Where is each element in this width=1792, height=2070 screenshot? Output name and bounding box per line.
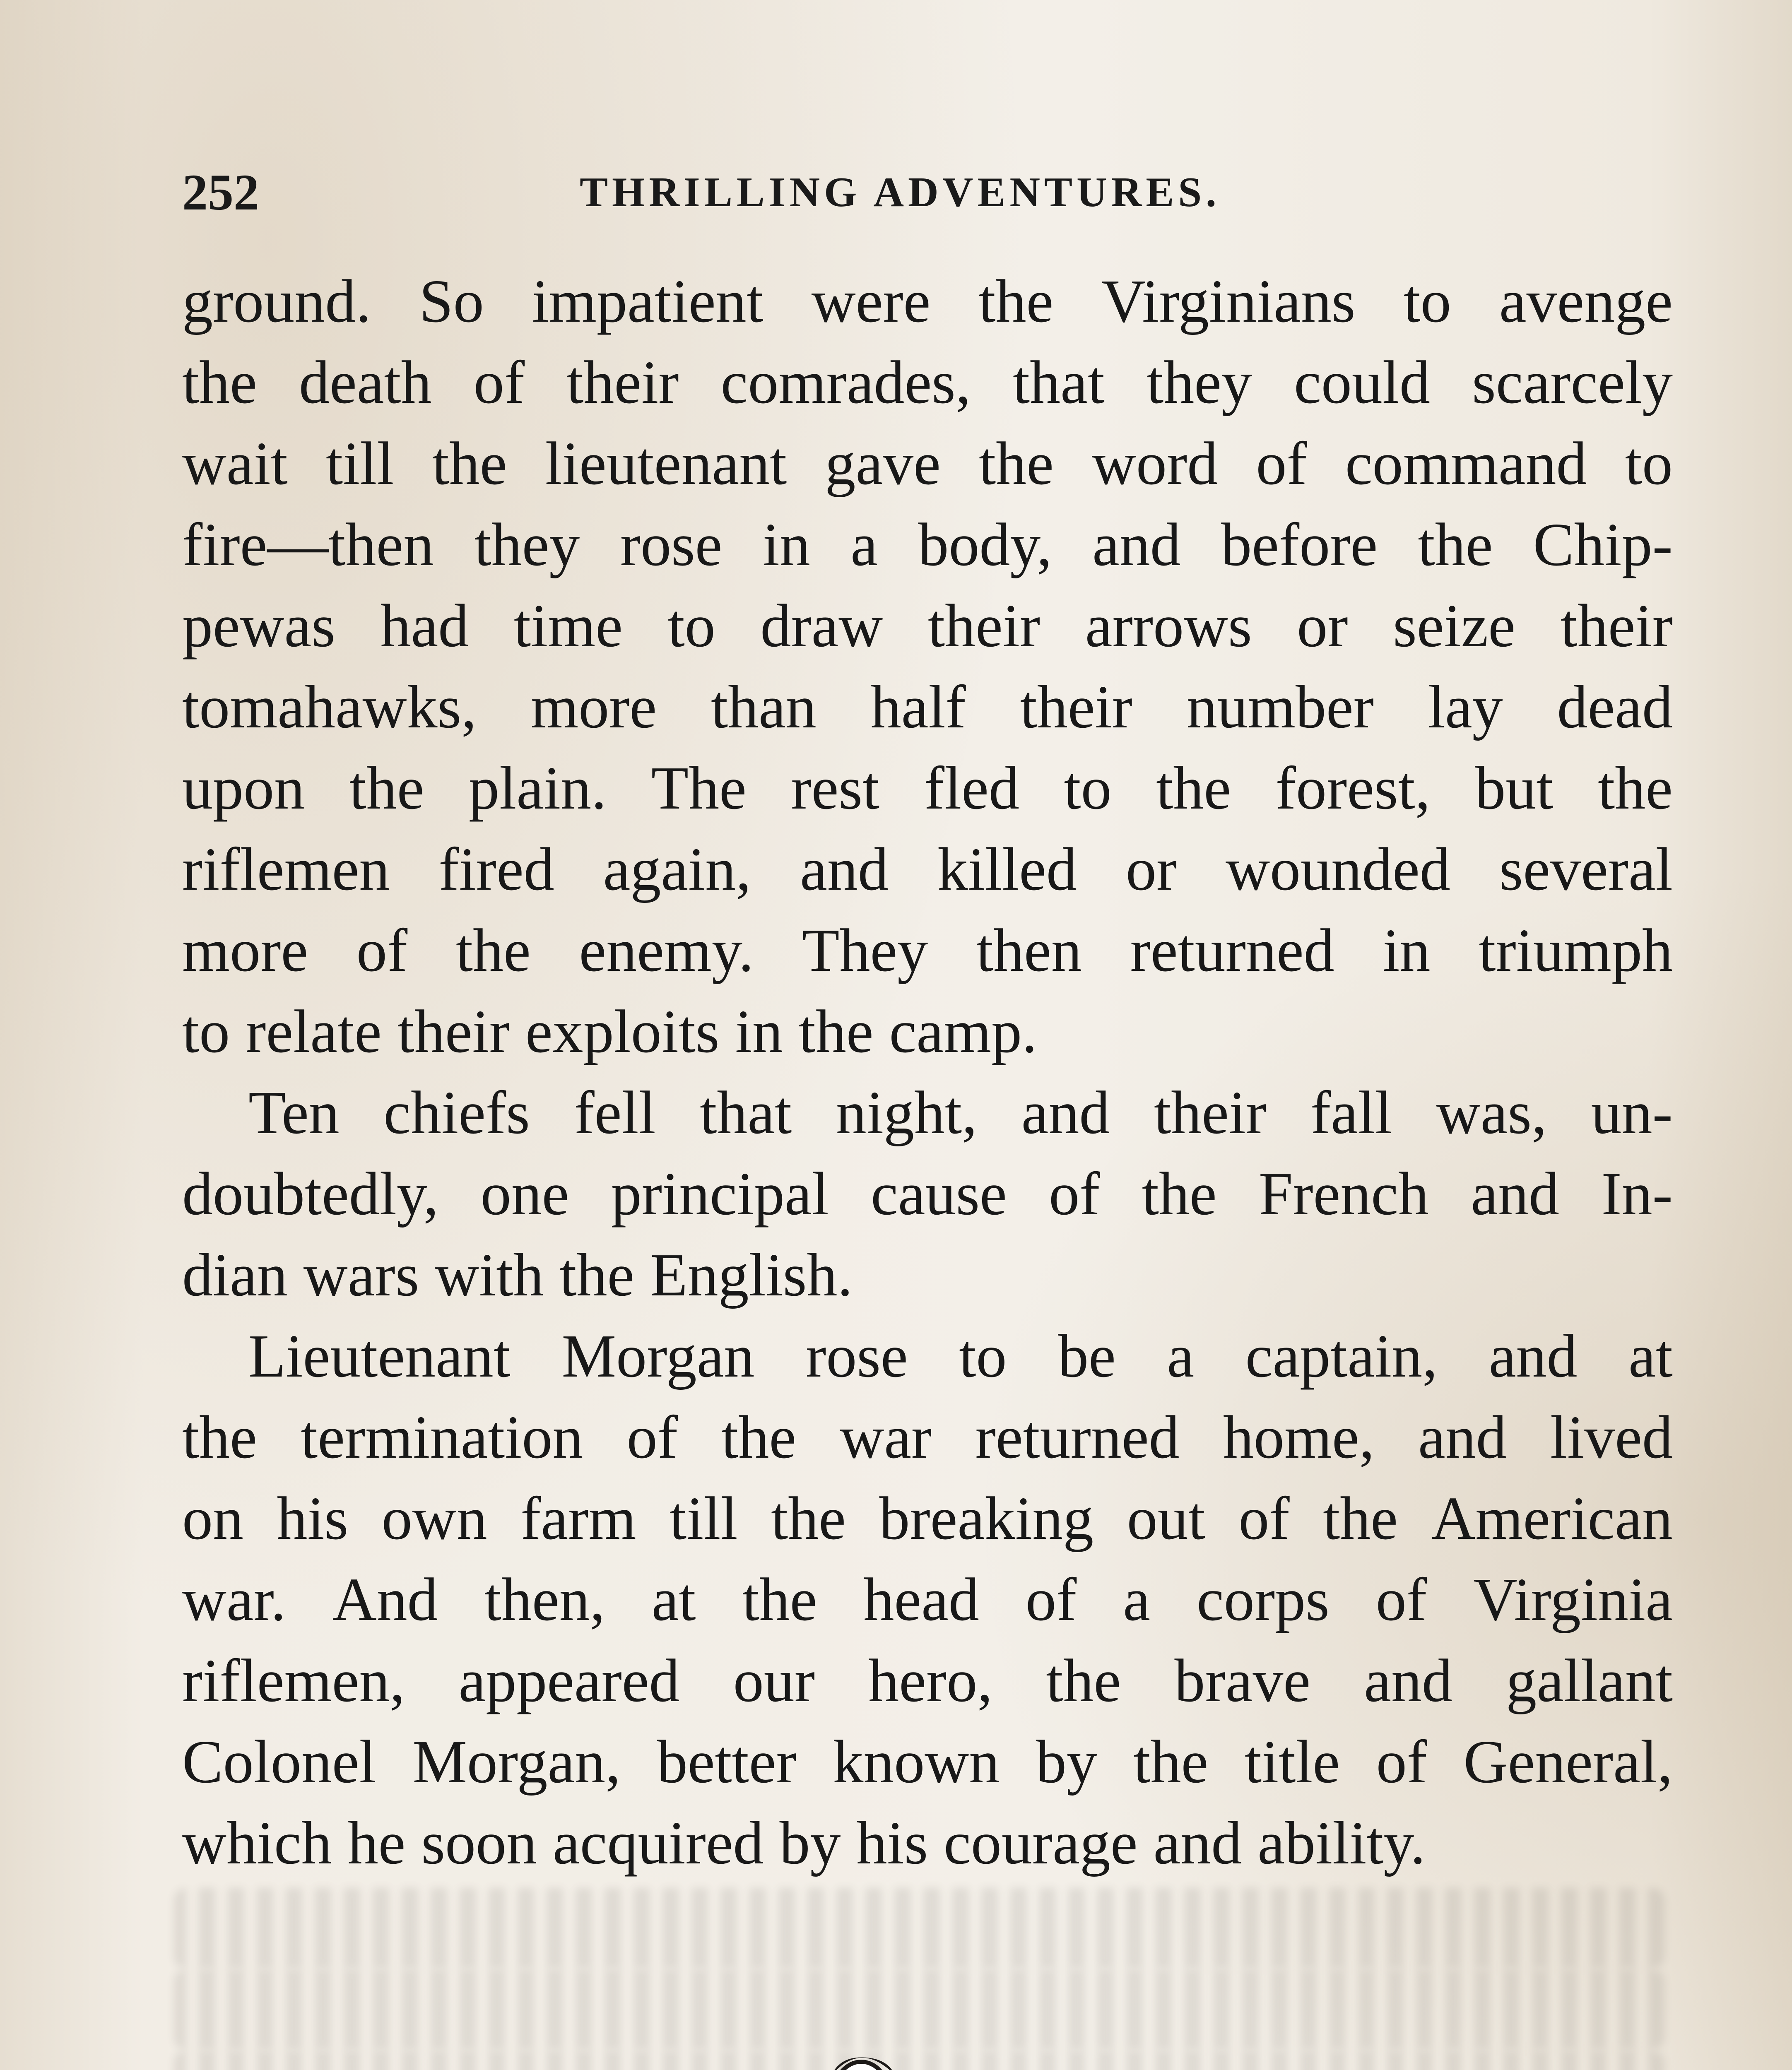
text-line: Colonel Morgan, better known by the title of General, xyxy=(182,1728,1673,1796)
text-line: which he soon acquired by his courage and ability. xyxy=(182,1809,1426,1877)
text-line: to relate their exploits in the camp. xyxy=(182,998,1038,1066)
text-line: Ten chiefs fell that night, and their fall was, un- xyxy=(248,1079,1673,1147)
text-line: dian wars with the English. xyxy=(182,1241,853,1309)
text-line: the termination of the war returned home, and lived xyxy=(182,1403,1673,1471)
text-line: fire—then they rose in a body, and before the Chip- xyxy=(182,511,1673,579)
body-text xyxy=(182,261,1673,1884)
text-line: riflemen fired again, and killed or wounded several xyxy=(182,835,1673,903)
text-line: the death of their comrades, that they could scarcely xyxy=(182,349,1673,416)
text-line: tomahawks, more than half their number lay dead xyxy=(182,673,1673,741)
text-line: pewas had time to draw their arrows or seize their xyxy=(182,592,1673,660)
text-line: riflemen, appeared our hero, the brave and gallant xyxy=(182,1647,1673,1715)
text-line: doubtedly, one principal cause of the French and In- xyxy=(182,1160,1673,1228)
text-line: on his own farm till the breaking out of the American xyxy=(182,1485,1673,1552)
text-line: wait till the lieutenant gave the word of command to xyxy=(182,430,1673,498)
text-line: Lieutenant Morgan rose to be a captain, and at xyxy=(248,1322,1673,1390)
engraving-illustration xyxy=(638,2029,1259,2070)
text-line: more of the enemy. They then returned in triumph xyxy=(182,917,1673,984)
text-line: war. And then, at the head of a corps of Virginia xyxy=(182,1566,1673,1634)
text-line: upon the plain. The rest fled to the forest, but the xyxy=(182,754,1673,822)
text-line: ground. So impatient were the Virginians to avenge xyxy=(182,267,1673,335)
running-head-title: THRILLING ADVENTURES. xyxy=(580,169,1221,216)
page-number: 252 xyxy=(182,164,259,221)
running-head xyxy=(182,164,1673,221)
adult-figure xyxy=(787,2058,970,2070)
